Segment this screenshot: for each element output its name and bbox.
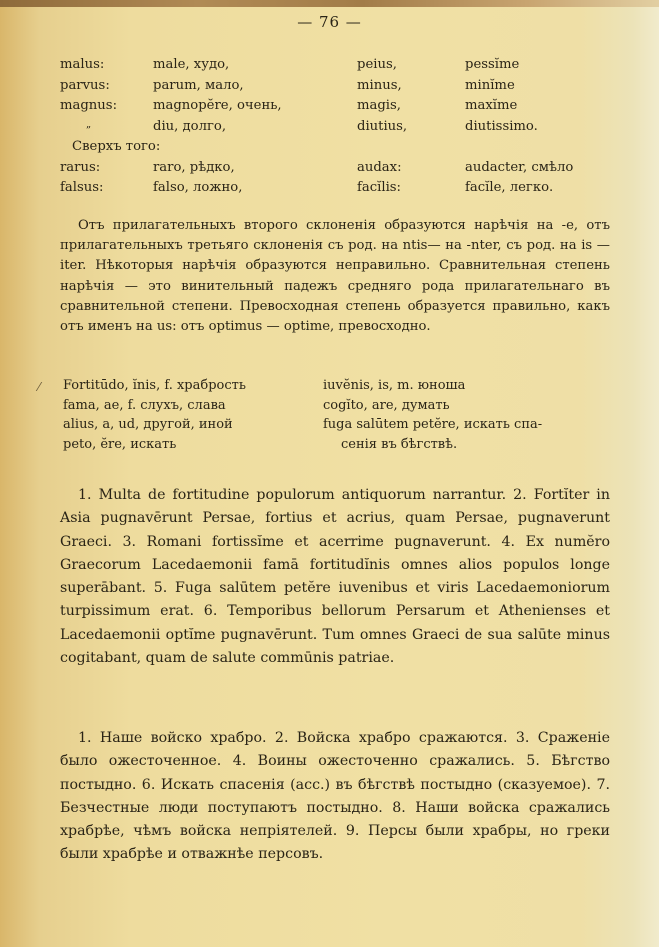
glossary-entry: cogĭto, are, думать (323, 397, 450, 413)
glossary-entry: iuvĕnis, is, m. юноша (323, 378, 466, 393)
superlative: maxĭme (465, 98, 518, 113)
adjective: facĭlis: (357, 180, 401, 195)
adverb: raro, рѣдко, (153, 159, 235, 175)
adjective: rarus: (60, 159, 101, 175)
adjective: parvus: (60, 77, 110, 93)
subheading: Сверхъ того: (72, 139, 161, 154)
page-number: — 76 — (297, 13, 362, 31)
glossary-entry: alius, a, ud, другой, иной (63, 417, 233, 433)
latin-exercise-text: 1. Multa de fortitudine populorum antiquorum narrantur. 2. Fortĭter in Asia pugnavērunt Persae, fortius et acrius, quam Persae, pugnaverunt Graeci. 3. Romani fortissĭme et acerrime pugnaverunt. 4. Ex numĕro Graecorum Lacedaemonii famā fortitudĭnis omnes alios populos longe superābant. 5. Fuga salūtem petĕre iuvenibus et viris Lacedaemoniorum turpissimum erat. 6. Temporibus bellorum Persarum et Athenienses et Lacedaemonii optĭme pugnavērunt. Tum omnes Graeci de sua salūte minus cogitabant, quam de salute commūnis patriae. (60, 487, 610, 667)
russian-exercise-text: 1. Наше войско храбро. 2. Войска храбро сражаются. 3. Сраженіе было ожесточенное. 4. Воины ожесточенно сражались. 5. Бѣгство постыдно. 6. Искать спасенія (acc.) въ бѣгствѣ постыдно (сказуемое). 7. Безчестные люди поступаютъ постыдно. 8. Наши войска сражались храбрѣе, чѣмъ войска непріятелей. 9. Персы были храбры, но греки были храбрѣе и отважнѣе персовъ. (60, 730, 610, 863)
adverb: falso, ложно, (153, 180, 243, 195)
ditto-mark: „ (86, 118, 92, 130)
margin-pencil-mark: ⁄ (38, 380, 41, 394)
adverb: magnopĕre, очень, (153, 98, 282, 113)
russian-exercises (60, 727, 610, 867)
adverb: male, худо, (153, 57, 230, 72)
adjective: magnus: (60, 98, 118, 113)
comparative: peius, (357, 57, 397, 72)
rule-text: Отъ прилагательныхъ второго склоненія образуются нарѣчія на -e, отъ прилагательныхъ третьяго склоненія съ род. на ntis— на -nter, съ род. на is — iter. Нѣкоторыя нарѣчія образуются неправильно. Сравнительная степень нарѣчія — это винительный падежъ средняго рода прилагательнаго въ сравнительной степени. Превосходная степень образуется правильно, какъ отъ именъ на us: отъ optimus — optime, превосходно. (60, 218, 610, 335)
glossary-entry-continuation: сенія въ бѣгствѣ. (341, 437, 458, 453)
adjective: audax: (357, 159, 402, 175)
latin-exercises (60, 484, 610, 670)
glossary-entry: fuga salūtem petĕre, искать спа- (323, 417, 543, 433)
glossary-entry: peto, ĕre, искать (63, 437, 177, 453)
glossary-entry: fama, ae, f. слухъ, слава (63, 397, 226, 413)
adverb: audacter, смѣло (465, 159, 574, 175)
grammar-rule-paragraph (60, 216, 610, 337)
adjective: malus: (60, 57, 105, 72)
adjective: falsus: (60, 180, 104, 195)
superlative: pessĭme (465, 57, 520, 72)
comparative: diutius, (357, 118, 408, 134)
adverb: facĭle, легко. (465, 180, 554, 195)
superlative: minĭme (465, 77, 515, 93)
adverb: diu, долго, (153, 118, 227, 134)
scan-top-edge (0, 0, 659, 7)
glossary-entry: Fortitūdo, ĭnis, f. храбрость (63, 378, 246, 393)
adverb: parum, мало, (153, 77, 244, 93)
comparative: minus, (357, 77, 402, 93)
superlative: diutissimo. (465, 118, 538, 134)
comparative: magis, (357, 98, 401, 113)
